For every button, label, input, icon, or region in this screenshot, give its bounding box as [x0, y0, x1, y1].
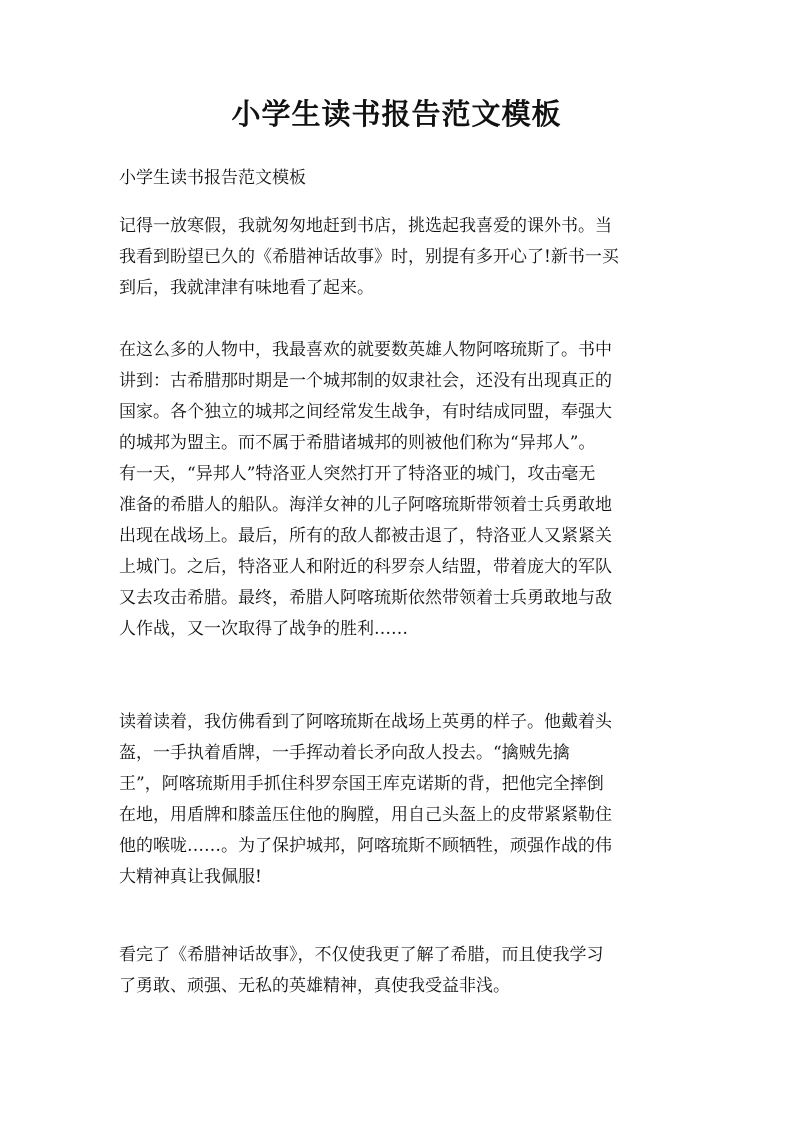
paragraph-4 — [119, 940, 675, 1002]
paragraph-line: 到后，我就津津有味地看了起来。 — [119, 278, 374, 298]
paragraph-line: 读着读着，我仿佛看到了阿喀琉斯在战场上英勇的样子。他戴着头 — [119, 712, 612, 732]
paragraph-line: 记得一放寒假，我就匆匆地赶到书店，挑选起我喜爱的课外书。当 — [119, 216, 612, 236]
paragraph-line: 了勇敢、顽强、无私的英雄精神，真使我受益非浅。 — [119, 976, 510, 996]
paragraph-3 — [119, 707, 675, 893]
paragraph-line: 王”，阿喀琉斯用手抓住科罗奈国王库克诺斯的背，把他完全摔倒 — [119, 774, 604, 794]
paragraph-2 — [119, 335, 675, 645]
paragraph-line: 准备的希腊人的船队。海洋女神的儿子阿喀琉斯带领着士兵勇敢地 — [119, 495, 612, 515]
paragraph-1 — [119, 211, 675, 304]
paragraph-line: 讲到：古希腊那时期是一个城邦制的奴隶社会，还没有出现真正的 — [119, 371, 612, 391]
paragraph-line: 在地，用盾牌和膝盖压住他的胸膛，用自己头盔上的皮带紧紧勒住 — [119, 805, 612, 825]
paragraph-line: 我看到盼望已久的《希腊神话故事》时，别提有多开心了!新书一买 — [119, 247, 619, 267]
paragraph-line: 有一天，“异邦人”特洛亚人突然打开了特洛亚的城门，攻击毫无 — [119, 464, 596, 484]
paragraph-line: 出现在战场上。最后，所有的敌人都被击退了，特洛亚人又紧紧关 — [119, 526, 612, 546]
paragraph-line: 上城门。之后，特洛亚人和附近的科罗奈人结盟，带着庞大的军队 — [119, 557, 612, 577]
paragraph-line: 盔，一手执着盾牌，一手挥动着长矛向敌人投去。“擒贼先擒 — [119, 743, 570, 763]
paragraph-line: 看完了《希腊神话故事》，不仅使我更了解了希腊，而且使我学习 — [119, 945, 604, 965]
paragraph-line: 的城邦为盟主。而不属于希腊诸城邦的则被他们称为“异邦人”。 — [119, 433, 596, 453]
paragraph-line: 大精神真让我佩服! — [119, 867, 262, 887]
document-subtitle: 小学生读书报告范文模板 — [119, 168, 306, 188]
paragraph-line: 在这么多的人物中，我最喜欢的就要数英雄人物阿喀琉斯了。书中 — [119, 340, 612, 360]
document-title: 小学生读书报告范文模板 — [231, 97, 562, 131]
paragraph-line: 又去攻击希腊。最终，希腊人阿喀琉斯依然带领着士兵勇敢地与敌 — [119, 588, 612, 608]
paragraph-line: 他的喉咙……。为了保护城邦，阿喀琉斯不顾牺牲，顽强作战的伟 — [119, 836, 612, 856]
paragraph-line: 国家。各个独立的城邦之间经常发生战争，有时结成同盟，奉强大 — [119, 402, 612, 422]
paragraph-line: 人作战，又一次取得了战争的胜利…… — [119, 619, 408, 639]
